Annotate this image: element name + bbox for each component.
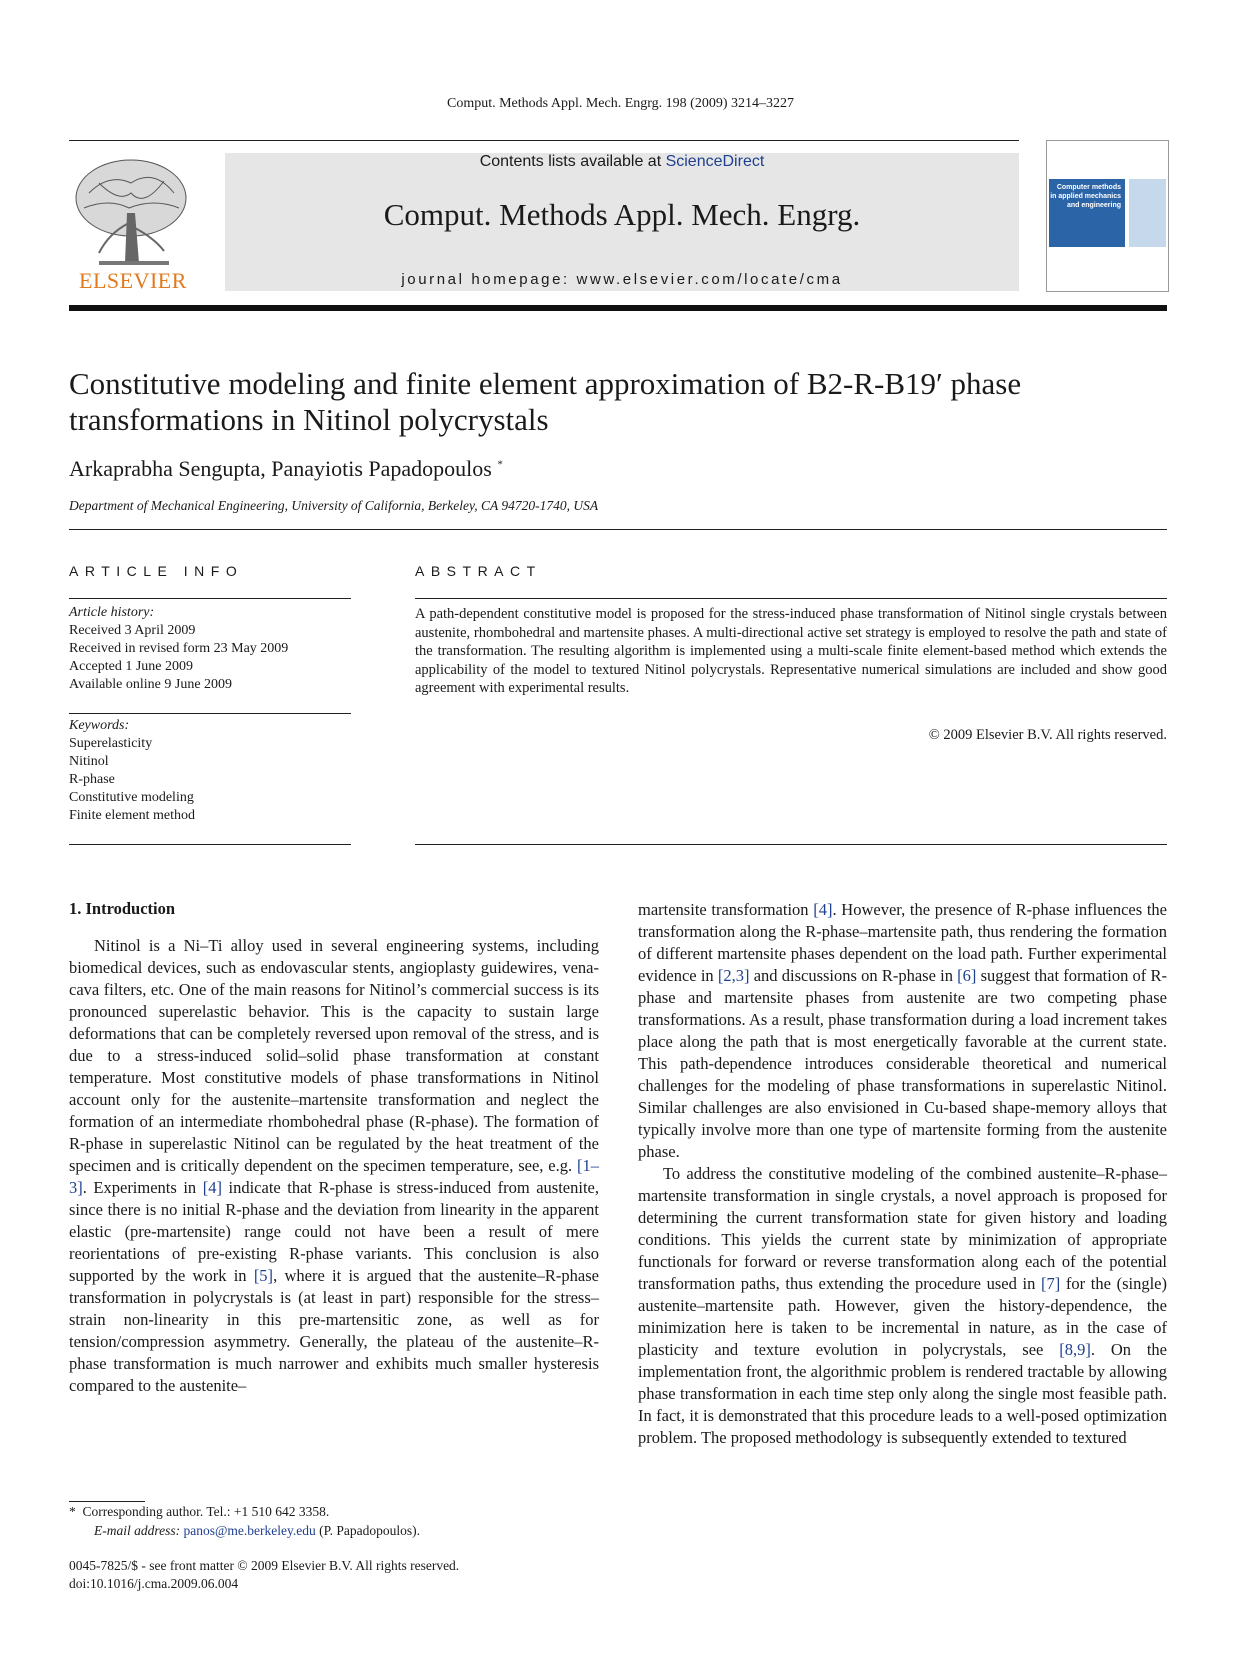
corresponding-author-footnote <box>69 1503 329 1521</box>
text-run: for the (single) austenite–martensite path. However, given the history-dependence, the minimization here is taken to be incremental in nature, as in the case of plasticity and texture evolution in polycrystals, see <box>638 1274 1167 1359</box>
keyword-item: Superelasticity <box>69 736 153 751</box>
abstract-copyright: © 2009 Elsevier B.V. All rights reserved. <box>928 727 1167 743</box>
history-item: Received 3 April 2009 <box>69 623 196 638</box>
affiliation: Department of Mechanical Engineering, University of California, Berkeley, CA 94720-1740, USA <box>69 498 599 513</box>
journal-name: Comput. Methods Appl. Mech. Engrg. <box>383 197 861 232</box>
email-suffix: (P. Papadopoulos). <box>315 1523 421 1538</box>
citation-link[interactable]: [4] <box>202 1178 222 1197</box>
abstract-bottom-rule <box>415 844 1167 845</box>
footnote-mark: * <box>69 1504 76 1519</box>
citation-link[interactable]: [2,3] <box>717 966 750 985</box>
cover-accent-panel <box>1129 179 1166 247</box>
keywords <box>69 717 351 825</box>
article-info-heading: ARTICLE INFO <box>69 563 244 579</box>
citation-link[interactable]: [4] <box>813 900 833 919</box>
paragraph <box>638 899 1167 1163</box>
article-info-bottom-rule <box>69 844 351 845</box>
keyword-item: R-phase <box>69 772 115 787</box>
text-run: . On the implementation front, the algorithmic problem is rendered tractable by allowing phase transformation in each time step only along the single most feasible path. In fact, it is demonstrated that this procedure leads to a well-posed optimization problem. The proposed methodology is subsequently extended to textured <box>638 1340 1168 1447</box>
email-link[interactable]: panos@me.berkeley.edu <box>183 1523 316 1538</box>
title-line-2: transformations in Nitinol polycrystals <box>69 402 549 437</box>
cover-title-panel: Computer methods in applied mechanics and engineering <box>1049 179 1125 247</box>
masthead-thick-rule <box>69 305 1167 311</box>
sciencedirect-link[interactable]: ScienceDirect <box>665 153 765 170</box>
keywords-rule <box>69 713 351 714</box>
email-label: E-mail address: <box>94 1523 181 1538</box>
journal-cover-thumbnail <box>1046 140 1169 292</box>
text-run: indicate that R-phase is stress-induced from austenite, since there is no initial R-phase and the deviation from linearity in the apparent elastic (pre-martensite) range could not have been a result of mere reorientations of pre-existing R-phase variants. This conclusion is also supported by the work in <box>69 1178 599 1285</box>
keyword-item: Constitutive modeling <box>69 790 194 805</box>
abstract-text: A path-dependent constitutive model is proposed for the stress-induced phase transformation of Nitinol single crystals between austenite, rhombohedral and martensite phases. A multi-directional active set strategy is employed to resolve the path and state of the transformation. The resulting algorithm is implemented using a multi-scale finite element-based method which extends the applicability of the model to textured Nitinol polycrystals. Representative numerical simulations are included and show good agreement with experimental results. <box>415 606 1167 696</box>
paragraph <box>69 935 599 1397</box>
article-history <box>69 604 351 694</box>
citation-link[interactable]: [8,9] <box>1059 1340 1091 1359</box>
keyword-item: Finite element method <box>69 808 195 823</box>
history-item: Received in revised form 23 May 2009 <box>69 641 289 656</box>
citation-link[interactable]: [6] <box>957 966 977 985</box>
text-run: To address the constitutive modeling of the combined austenite–R-phase–martensite transformation in single crystals, a novel approach is proposed for determining the current transformation state for given history and loading conditions. This yields the current state by minimization of appropriate functionals for forward or reverse transformation along each of the potential transformation paths, thus extending the procedure used in <box>638 1164 1167 1293</box>
abstract-heading: ABSTRACT <box>415 563 542 579</box>
footnote-text: Corresponding author. Tel.: +1 510 642 3358. <box>82 1504 330 1519</box>
body-left-column <box>69 935 599 1397</box>
doi-line[interactable]: doi:10.1016/j.cma.2009.06.004 <box>69 1576 239 1591</box>
contents-line <box>225 153 1019 171</box>
text-run: Nitinol is a Ni–Ti alloy used in several engineering systems, including biomedical devices, such as endovascular stents, angioplasty guidewires, vena-cava filters, etc. One of the main reasons for Nitinol’s commercial success is its pronounced superelastic behavior. This is the capacity to sustain large deformations that can be completely reversed upon removal of the stress, and is due to a stress-induced solid–solid phase transformation at constant temperature. Most constitutive models of phase transformations in Nitinol account only for the austenite–martensite transformation and neglect the formation of an intermediate rhombohedral phase (R-phase). The formation of R-phase in superelastic Nitinol can be regulated by the heat treatment of the specimen and is critically dependent on the specimen temperature, see, e.g. <box>69 936 599 1175</box>
article-info-rule <box>69 598 351 599</box>
issn-line: 0045-7825/$ - see front matter © 2009 Elsevier B.V. All rights reserved. <box>69 1558 460 1573</box>
keywords-label: Keywords: <box>69 718 130 733</box>
text-run: and discussions on R-phase in <box>749 966 958 985</box>
text-run: suggest that formation of R-phase and martensite phases from austenite are two competing phase transformations. As a result, phase transformation during a load increment takes place along the path that is most energetically favorable at the current state. This path-dependence introduces considerable theoretical and numerical challenges for the modeling of phase transformations in superelastic Nitinol. Similar challenges are also envisioned in Cu-based shape-memory alloys that typically involve more than one type of martensite forming from the austenite phase. <box>638 966 1168 1161</box>
affiliation-rule <box>69 529 1167 530</box>
header-rule <box>69 140 1019 141</box>
journal-homepage[interactable]: journal homepage: www.elsevier.com/locate/cma <box>401 271 843 288</box>
text-run: , where it is argued that the austenite–R-phase transformation in polycrystals is (at least in part) responsible for the stress–strain non-linearity in this pre-martensitic zone, as well as for tension/compression asymmetry. Generally, the plateau of the austenite–R-phase transformation is much narrower and exhibits much smaller hysteresis compared to the austenite– <box>69 1266 599 1395</box>
text-run: . However, the presence of R-phase influences the transformation along the R-phase–martensite path, thus rendering the formation of different martensite phases dependent on the load path. Further experimental evidence in <box>638 900 1167 985</box>
history-item: Accepted 1 June 2009 <box>69 659 194 674</box>
body-right-column <box>638 899 1167 1449</box>
citation-link[interactable]: [7] <box>1041 1274 1061 1293</box>
contents-prefix: Contents lists available at <box>479 153 666 170</box>
corresponding-author-mark[interactable]: * <box>497 458 503 471</box>
title-line-1: Constitutive modeling and finite element approximation of B2-R-B19′ phase <box>69 366 1022 401</box>
paragraph <box>638 1163 1167 1449</box>
citation-link[interactable]: [1–3] <box>69 1156 599 1197</box>
journal-masthead <box>225 153 1019 291</box>
history-label: Article history: <box>69 605 155 620</box>
authors-text: Arkaprabha Sengupta, Panayiotis Papadopoulos <box>69 456 492 481</box>
elsevier-wordmark: ELSEVIER <box>79 268 187 293</box>
text-run: martensite transformation <box>638 900 814 919</box>
article-title <box>69 366 1167 438</box>
abstract-rule <box>415 598 1167 599</box>
keyword-item: Nitinol <box>69 754 109 769</box>
email-footnote <box>94 1522 420 1540</box>
author-list <box>69 456 1167 482</box>
running-head: Comput. Methods Appl. Mech. Engrg. 198 (2009) 3214–3227 <box>446 96 794 111</box>
history-item: Available online 9 June 2009 <box>69 677 233 692</box>
footnote-rule <box>69 1501 145 1502</box>
text-run: . Experiments in <box>82 1178 203 1197</box>
citation-link[interactable]: [5] <box>253 1266 274 1285</box>
section-title: 1. Introduction <box>69 899 176 918</box>
